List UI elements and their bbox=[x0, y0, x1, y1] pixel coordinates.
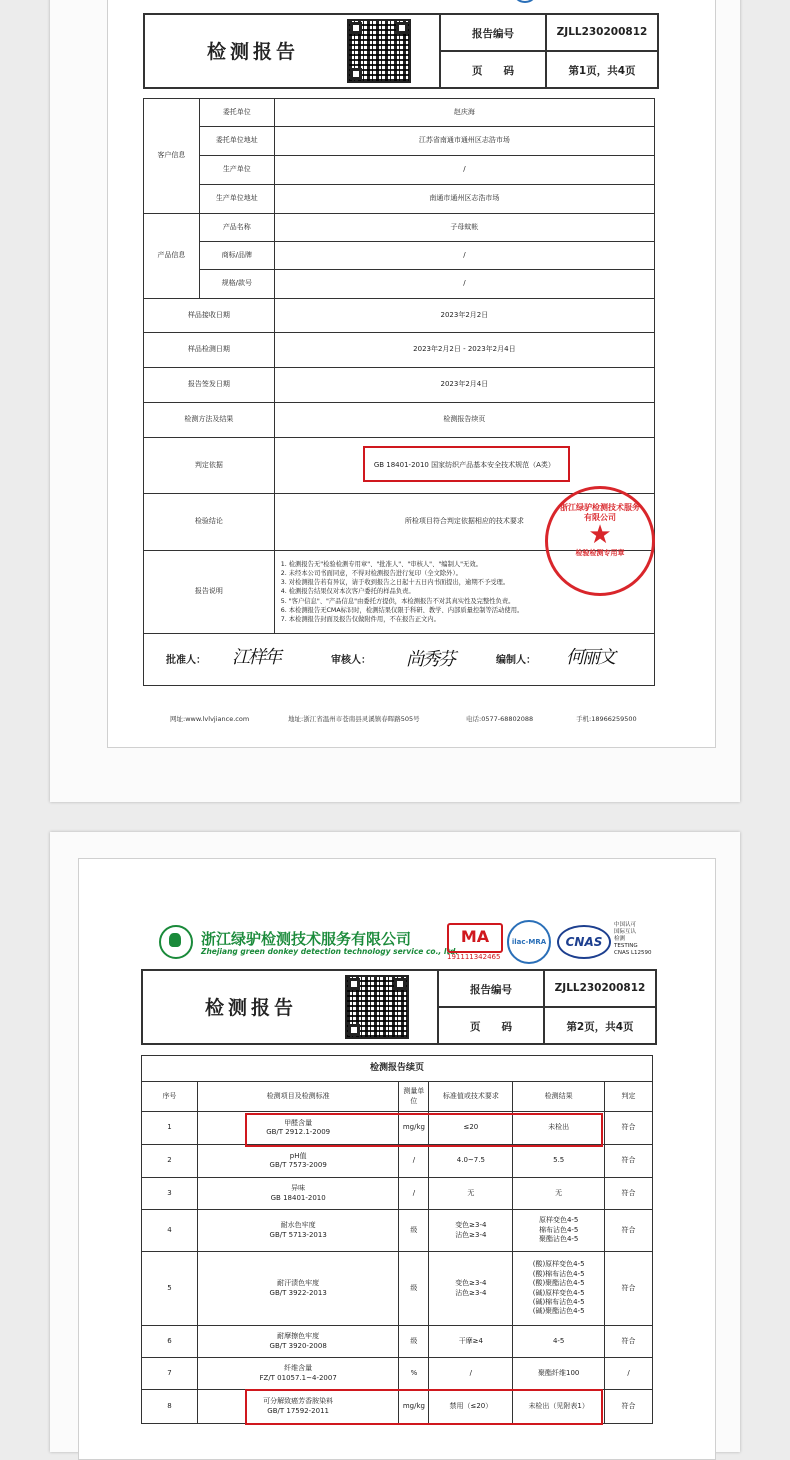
info-label: 委托单位地址 bbox=[199, 127, 274, 156]
company-name-en: Zhejiang green donkey detection technology service co., ltd. bbox=[201, 947, 459, 956]
table-row bbox=[142, 1145, 653, 1178]
info-label: 样品接收日期 bbox=[144, 299, 275, 333]
cnas-line: CNAS L12590 bbox=[614, 949, 652, 956]
company-name-cn: 浙江绿驴检测技术服务有限公司 bbox=[201, 930, 412, 948]
reviewer-signature: 尚秀芬 bbox=[406, 649, 454, 670]
row-item: 纤维含量 FZ/T 01057.1~4-2007 bbox=[197, 1358, 399, 1390]
results-table bbox=[141, 1055, 653, 1424]
report-title: 检测报告 bbox=[207, 41, 300, 63]
row-unit: 级 bbox=[399, 1252, 429, 1326]
row-std: / bbox=[429, 1358, 513, 1390]
row-result: 4-5 bbox=[513, 1326, 605, 1358]
note-line: 2. 未经本公司书面同意，不得对检测报告进行复印（全文除外）。 bbox=[280, 570, 462, 578]
table-row bbox=[142, 1326, 653, 1358]
info-value: 2023年2月2日 bbox=[274, 299, 654, 333]
row-no: 4 bbox=[142, 1210, 198, 1252]
row-result: 未检出（见附表1） bbox=[513, 1390, 605, 1424]
info-label: 产品名称 bbox=[199, 214, 274, 242]
highlight-standard-box bbox=[363, 446, 570, 482]
notes-label: 报告说明 bbox=[144, 551, 275, 634]
row-item: 异味 GB 18401-2010 bbox=[197, 1178, 399, 1210]
page-value: 第2页，共4页 bbox=[566, 1021, 634, 1033]
info-value: 子母蚊帐 bbox=[274, 214, 654, 242]
footer-website: 网址:www.lvlvjiance.com bbox=[170, 715, 250, 723]
row-no: 5 bbox=[142, 1252, 198, 1326]
row-item: 耐摩擦色牢度 GB/T 3920-2008 bbox=[197, 1326, 399, 1358]
row-verdict: 符合 bbox=[605, 1252, 653, 1326]
approver-label: 批准人： bbox=[166, 655, 206, 666]
note-line: 4. 检测报告结果仅对本次客户委托的样品负责。 bbox=[280, 588, 415, 596]
cnas-line: 国际互认 bbox=[614, 928, 637, 935]
footer-mobile: 手机:18966259500 bbox=[576, 715, 637, 723]
info-label: 检测方法及结果 bbox=[144, 403, 275, 438]
cnas-logo-icon bbox=[557, 925, 611, 959]
row-result: (酸)原样变色4-5 (酸)棉布沾色4-5 (酸)聚酯沾色4-5 (碱)原样变色4-5 (碱)棉布沾色4-5 (碱)聚酯沾色4-5 bbox=[513, 1252, 605, 1326]
qr-code-icon bbox=[347, 19, 411, 83]
report-header bbox=[143, 13, 659, 89]
column-header: 测量单位 bbox=[399, 1082, 429, 1112]
row-no: 2 bbox=[142, 1145, 198, 1178]
row-verdict: 符合 bbox=[605, 1112, 653, 1145]
approver-signature: 江样年 bbox=[232, 647, 280, 668]
note-line: 5. "客户信息"、"产品信息"由委托方提供，本检测报告不对其真实性及完整性负责。 bbox=[280, 597, 515, 605]
cnas-line: TESTING bbox=[614, 942, 638, 949]
info-label: 生产单位 bbox=[199, 156, 274, 185]
editor-signature: 何丽文 bbox=[566, 647, 614, 668]
info-value: 赵庆海 bbox=[274, 99, 654, 127]
highlight-azo-dye-box bbox=[245, 1389, 603, 1425]
table-row bbox=[142, 1210, 653, 1252]
info-value: 南通市通州区志浩市场 bbox=[274, 185, 654, 214]
donkey-logo-icon bbox=[159, 925, 193, 959]
cnas-logo-text: CNAS bbox=[565, 935, 603, 949]
row-unit: 级 bbox=[399, 1210, 429, 1252]
row-unit: % bbox=[399, 1358, 429, 1390]
table-row bbox=[142, 1358, 653, 1390]
highlight-formaldehyde-box bbox=[245, 1113, 603, 1147]
row-item: 耐水色牢度 GB/T 5713-2013 bbox=[197, 1210, 399, 1252]
report-no-label: 报告编号 bbox=[470, 984, 512, 996]
report-header bbox=[141, 969, 657, 1045]
footer-address: 地址:浙江省温州市苍南县灵溪镇春晖路505号 bbox=[288, 715, 420, 723]
footer-phone: 电话:0577-68802088 bbox=[466, 715, 534, 723]
seal-company: 浙江绿驴检测技术服务有限公司 bbox=[560, 503, 640, 522]
row-verdict: 符合 bbox=[605, 1178, 653, 1210]
info-value: / bbox=[274, 156, 654, 185]
report-page2 bbox=[78, 858, 716, 1460]
row-item: 可分解致癌芳香胺染料 GB/T 17592-2011 bbox=[197, 1390, 399, 1424]
row-unit: mg/kg bbox=[399, 1112, 429, 1145]
info-label: 委托单位 bbox=[199, 99, 274, 127]
row-verdict: / bbox=[605, 1358, 653, 1390]
row-verdict: 符合 bbox=[605, 1145, 653, 1178]
cma-logo-text: MA bbox=[460, 927, 490, 946]
row-result: 聚酯纤维100 bbox=[513, 1358, 605, 1390]
reviewer-label: 审核人： bbox=[331, 655, 371, 666]
page-label: 页 码 bbox=[470, 1021, 512, 1033]
info-label: 样品检测日期 bbox=[144, 333, 275, 368]
ilac-logo-icon bbox=[512, 0, 538, 3]
row-item: 甲醛含量 GB/T 2912.1-2009 bbox=[197, 1112, 399, 1145]
row-std: 4.0~7.5 bbox=[429, 1145, 513, 1178]
row-verdict: 符合 bbox=[605, 1390, 653, 1424]
note-line: 7. 本检测报告封面及报告仅做附件用，不在报告正文内。 bbox=[280, 615, 440, 623]
info-label: 报告签发日期 bbox=[144, 368, 275, 403]
row-result: 原样变色4-5 棉布沾色4-5 聚酯沾色4-5 bbox=[513, 1210, 605, 1252]
note-line: 1. 检测报告无"检验检测专用章"、"批准人"、"审核人"、"编制人"无效。 bbox=[280, 561, 482, 569]
column-header: 检测项目及检测标准 bbox=[197, 1082, 399, 1112]
info-value: 所检项目符合判定依据相应的技术要求 bbox=[274, 494, 654, 551]
row-no: 3 bbox=[142, 1178, 198, 1210]
cnas-line: 检测 bbox=[614, 935, 626, 942]
column-header: 检测结果 bbox=[513, 1082, 605, 1112]
row-verdict: 符合 bbox=[605, 1326, 653, 1358]
row-std: ≤20 bbox=[429, 1112, 513, 1145]
column-header: 序号 bbox=[142, 1082, 198, 1112]
info-value: 2023年2月4日 bbox=[274, 368, 654, 403]
row-no: 6 bbox=[142, 1326, 198, 1358]
info-value: GB 18401-2010 国家纺织产品基本安全技术规范（A类） bbox=[274, 438, 654, 494]
report-no-value: ZJLL230200812 bbox=[554, 982, 646, 994]
info-value: 江苏省南通市通州区志浩市场 bbox=[274, 127, 654, 156]
row-std: 变色≥3-4 沾色≥3-4 bbox=[429, 1210, 513, 1252]
cma-phone: 191111342465 bbox=[447, 953, 501, 961]
row-result: 5.5 bbox=[513, 1145, 605, 1178]
info-value: / bbox=[274, 270, 654, 299]
info-value: 检测报告续页 bbox=[274, 403, 654, 438]
table-row bbox=[142, 1252, 653, 1326]
inspection-seal-icon: 浙江绿驴检测技术服务有限公司 ★ 检验检测专用章 bbox=[545, 486, 655, 596]
report-no-value: ZJLL230200812 bbox=[556, 26, 648, 38]
info-value: 2023年2月2日 - 2023年2月4日 bbox=[274, 333, 654, 368]
table-row bbox=[142, 1178, 653, 1210]
row-unit: / bbox=[399, 1145, 429, 1178]
row-std: 禁用（≤20） bbox=[429, 1390, 513, 1424]
info-label: 规格/款号 bbox=[199, 270, 274, 299]
row-result: 无 bbox=[513, 1178, 605, 1210]
report-title: 检测报告 bbox=[205, 997, 298, 1019]
info-label: 商标/品牌 bbox=[199, 242, 274, 270]
row-unit: 级 bbox=[399, 1326, 429, 1358]
row-result: 未检出 bbox=[513, 1112, 605, 1145]
qr-code-icon bbox=[345, 975, 409, 1039]
row-item: 耐汗渍色牢度 GB/T 3922-2013 bbox=[197, 1252, 399, 1326]
ilac-logo-icon bbox=[507, 920, 551, 964]
column-header: 标准值或技术要求 bbox=[429, 1082, 513, 1112]
row-no: 7 bbox=[142, 1358, 198, 1390]
report-info-table bbox=[143, 98, 655, 686]
info-label: 生产单位地址 bbox=[199, 185, 274, 214]
report-page1 bbox=[107, 0, 716, 748]
report-no-label: 报告编号 bbox=[472, 28, 514, 40]
info-label: 判定依据 bbox=[144, 438, 275, 494]
note-line: 6. 本检测报告无CMA标识时，检测结果仅限于科研、教学、内部质量控制等活动使用。 bbox=[280, 606, 524, 614]
row-std: 变色≥3-4 沾色≥3-4 bbox=[429, 1252, 513, 1326]
cnas-info bbox=[614, 922, 652, 956]
row-item: pH值 GB/T 7573-2009 bbox=[197, 1145, 399, 1178]
cma-logo bbox=[447, 923, 503, 953]
editor-label: 编制人： bbox=[496, 655, 536, 666]
row-unit: / bbox=[399, 1178, 429, 1210]
table-title: 检测报告续页 bbox=[142, 1056, 653, 1082]
info-label: 检验结论 bbox=[144, 494, 275, 551]
row-verdict: 符合 bbox=[605, 1210, 653, 1252]
row-std: 无 bbox=[429, 1178, 513, 1210]
seal-sub: 检验检测专用章 bbox=[575, 549, 625, 558]
signature-row bbox=[144, 634, 655, 686]
column-header: 判定 bbox=[605, 1082, 653, 1112]
client-info-group: 客户信息 bbox=[144, 99, 200, 214]
product-info-group: 产品信息 bbox=[144, 214, 200, 299]
page-value: 第1页，共4页 bbox=[568, 65, 636, 77]
cnas-line: 中国认可 bbox=[614, 922, 637, 928]
info-value: / bbox=[274, 242, 654, 270]
ilac-logo-text: ilac-MRA bbox=[511, 938, 547, 946]
row-std: 干摩≥4 bbox=[429, 1326, 513, 1358]
note-line: 3. 对检测报告若有异议，请于收到报告之日起十五日内书面提出，逾期不予受理。 bbox=[280, 579, 510, 587]
row-unit: mg/kg bbox=[399, 1390, 429, 1424]
row-no: 1 bbox=[142, 1112, 198, 1145]
page-label: 页 码 bbox=[472, 65, 514, 77]
row-no: 8 bbox=[142, 1390, 198, 1424]
